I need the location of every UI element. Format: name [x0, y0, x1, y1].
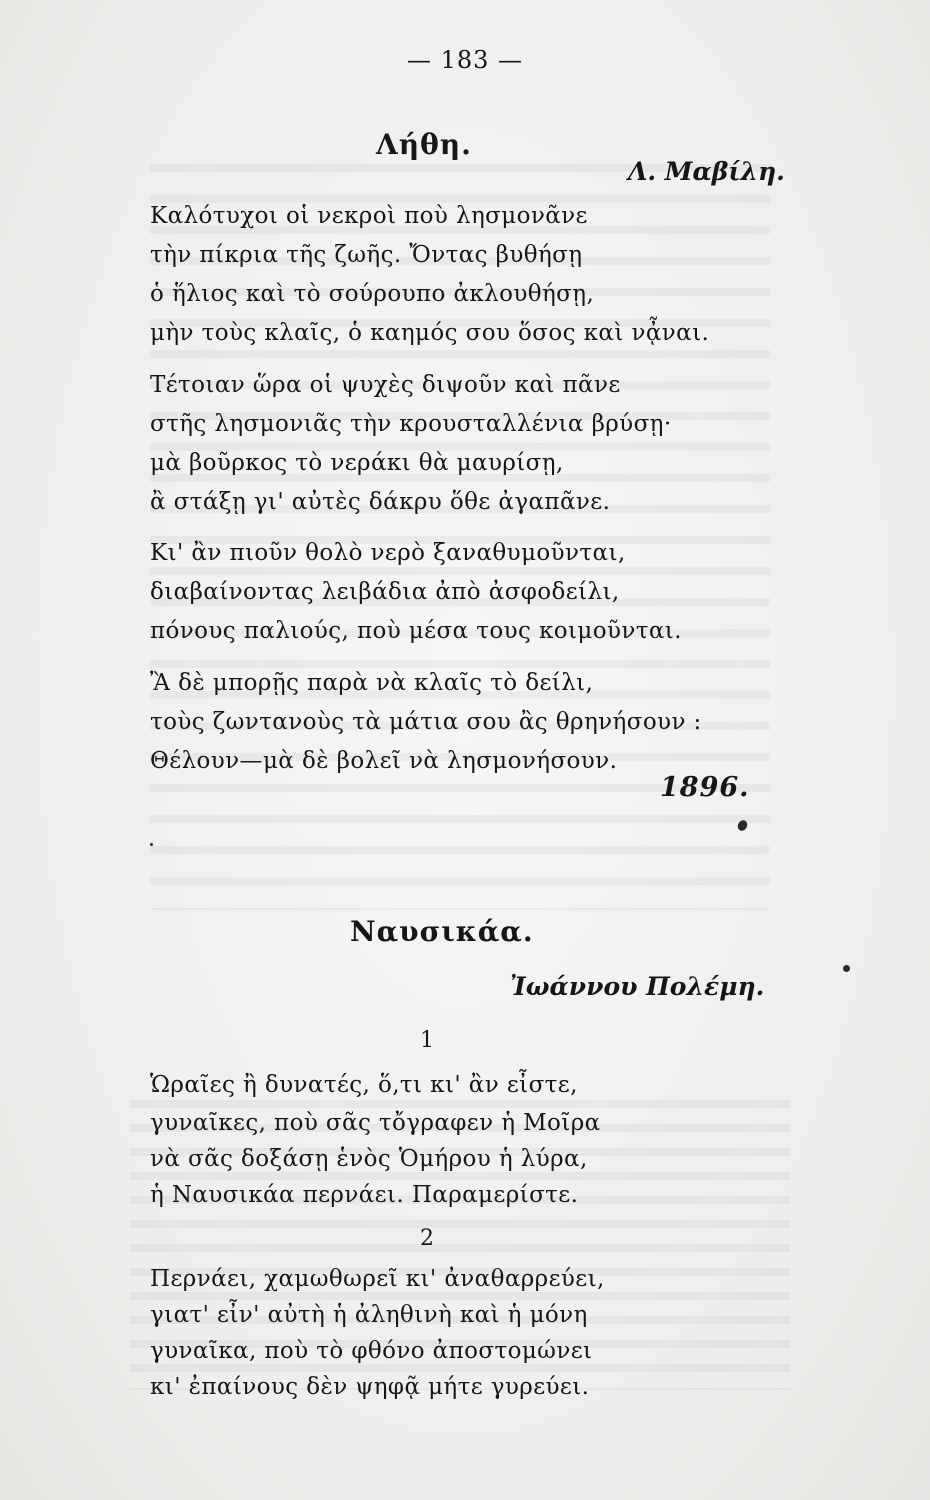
section-number: 1	[420, 1028, 434, 1053]
verse-line: μὰ βοῦρκος τὸ νεράκι θὰ μαυρίσῃ,	[150, 450, 564, 476]
verse-line: ἂ στάξῃ γι' αὐτὲς δάκρυ ὅθε ἀγαπᾶνε.	[150, 489, 611, 515]
verse-line: Περνάει, χαμωθωρεῖ κι' ἀναθαρρεύει,	[150, 1266, 605, 1292]
verse-line: γιατ' εἶν' αὐτὴ ἡ ἀληθινὴ καὶ ἡ μόνη	[150, 1302, 588, 1328]
verse-line: τὴν πίκρια τῆς ζωῆς. Ὄντας βυθήσῃ	[150, 242, 583, 268]
verse-line: νὰ σᾶς δοξάσῃ ἑνὸς Ὁμήρου ἡ λύρα,	[150, 1146, 588, 1172]
verse-line: Ἂ δὲ μπορῇς παρὰ νὰ κλαῖς τὸ δείλι,	[150, 670, 594, 696]
verse-line: Κι' ἂν πιοῦν θολὸ νερὸ ξαναθυμοῦνται,	[150, 540, 626, 566]
poem-date: 1896.	[660, 772, 750, 803]
verse-line: πόνους παλιούς, ποὺ μέσα τους κοιμοῦνται.	[150, 618, 682, 644]
verse-line: Ὡραῖες ἢ δυνατές, ὅ,τι κι' ἂν εἶστε,	[150, 1072, 578, 1098]
verse-line: τοὺς ζωντανοὺς τὰ μάτια σου ἂς θρηνήσουν :	[150, 709, 702, 735]
verse-line: κι' ἐπαίνους δὲν ψηφᾷ μήτε γυρεύει.	[150, 1374, 590, 1400]
ink-speck	[843, 965, 850, 972]
verse-line: μὴν τοὺς κλαῖς, ὁ καημός σου ὅσος καὶ νᾆναι.	[150, 320, 710, 346]
verse-line: Θέλουν—μὰ δὲ βολεῖ νὰ λησμονήσουν.	[150, 748, 618, 774]
verse-line: Καλότυχοι οἱ νεκροὶ ποὺ λησμονᾶνε	[150, 203, 588, 229]
section-number: 2	[420, 1226, 434, 1251]
poem-title: Λήθη.	[376, 128, 472, 161]
ink-speck	[150, 843, 153, 846]
verse-line: διαβαίνοντας λειβάδια ἀπὸ ἀσφοδείλι,	[150, 579, 620, 605]
verse-line: γυναῖκες, ποὺ σᾶς τὄγραφεν ἡ Μοῖρα	[150, 1110, 601, 1136]
verse-line: ὁ ἥλιος καὶ τὸ σούρουπο ἀκλουθήσῃ,	[150, 281, 595, 307]
verse-line: ἡ Ναυσικάα περνάει. Παραμερίστε.	[150, 1182, 579, 1208]
verse-line: Τέτοιαν ὥρα οἱ ψυχὲς διψοῦν καὶ πᾶνε	[150, 372, 621, 398]
verse-line: γυναῖκα, ποὺ τὸ φθόνο ἀποστομώνει	[150, 1338, 593, 1364]
page-number: — 183 —	[406, 46, 524, 74]
poem-title: Ναυσικάα.	[350, 915, 534, 948]
ink-speck	[736, 818, 749, 832]
poem-author: Λ. Μαβίλη.	[628, 157, 785, 186]
poem-author: Ἰωάννου Πολέμη.	[510, 972, 765, 1001]
verse-line: στῆς λησμονιᾶς τὴν κρουσταλλένια βρύσῃ·	[150, 411, 672, 437]
